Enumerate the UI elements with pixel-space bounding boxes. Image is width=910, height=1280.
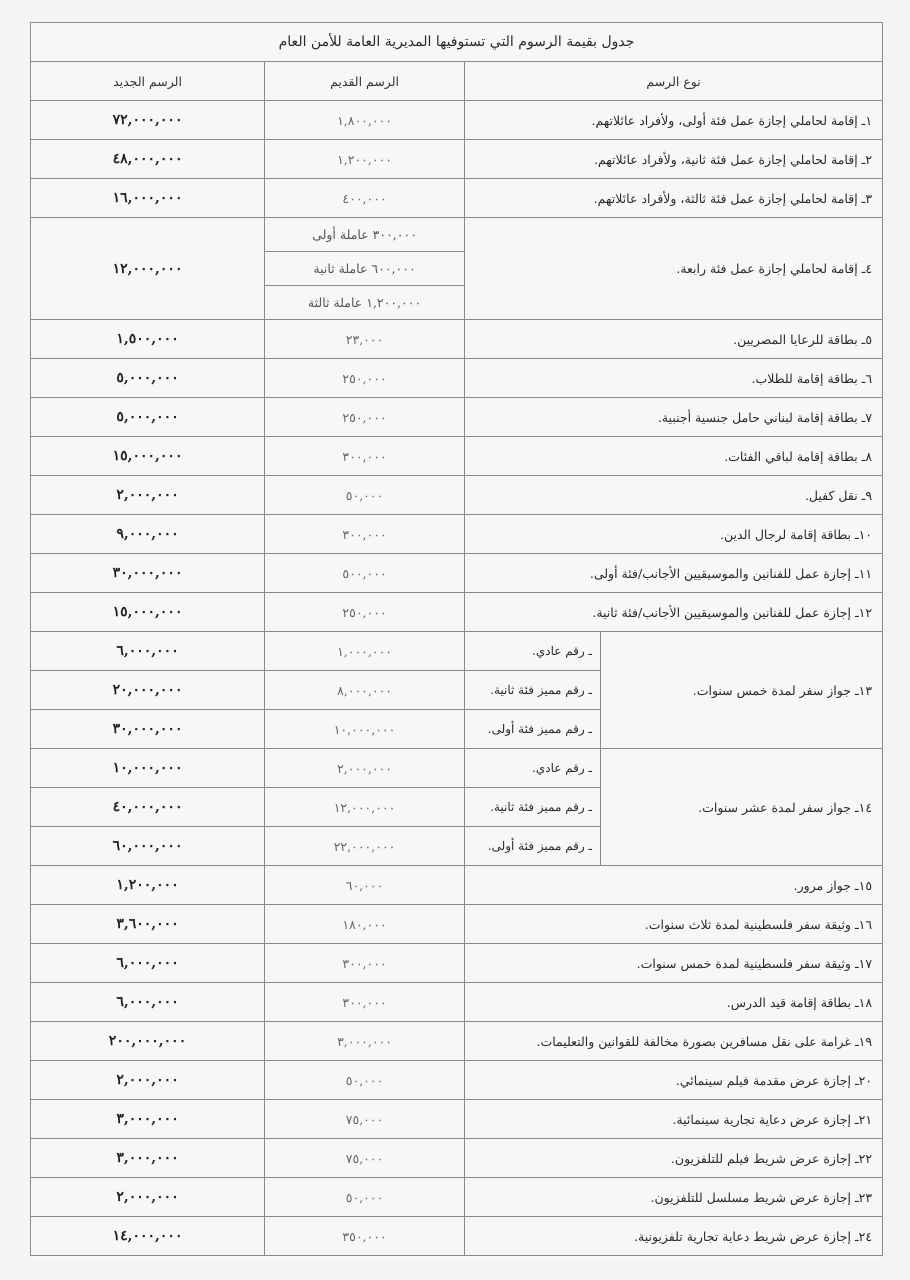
table-row [31, 632, 883, 671]
sub-type-cell: ـ رقم مميز فئة ثانية. [465, 788, 601, 827]
fee-type-cell: ٦ـ بطاقة إقامة للطلاب. [465, 359, 883, 398]
new-fee-cell: ١٦,٠٠٠,٠٠٠ [31, 179, 265, 218]
table-row [31, 218, 883, 252]
new-fee-cell: ١٠,٠٠٠,٠٠٠ [31, 749, 265, 788]
old-fee-cell: ١,٢٠٠,٠٠٠ [265, 140, 465, 179]
old-fee-cell: ١,٢٠٠,٠٠٠ عاملة ثالثة [265, 286, 465, 320]
new-fee-cell: ٩,٠٠٠,٠٠٠ [31, 515, 265, 554]
table-row [31, 101, 883, 140]
new-fee-cell: ٣,٦٠٠,٠٠٠ [31, 905, 265, 944]
old-fee-cell: ٢٥٠,٠٠٠ [265, 359, 465, 398]
fee-type-cell: ١٤ـ جواز سفر لمدة عشر سنوات. [601, 749, 883, 866]
old-fee-cell: ٢٥٠,٠٠٠ [265, 398, 465, 437]
fee-type-cell: ٩ـ نقل كفيل. [465, 476, 883, 515]
new-fee-cell: ١,٥٠٠,٠٠٠ [31, 320, 265, 359]
new-fee-cell: ٢٠٠,٠٠٠,٠٠٠ [31, 1022, 265, 1061]
fee-type-cell: ٣ـ إقامة لحاملي إجازة عمل فئة ثالثة، ولأفراد عائلاتهم. [465, 179, 883, 218]
fee-type-cell: ١٥ـ جواز مرور. [465, 866, 883, 905]
new-fee-cell: ٢,٠٠٠,٠٠٠ [31, 1178, 265, 1217]
old-fee-cell: ٣٠٠,٠٠٠ عاملة أولى [265, 218, 465, 252]
new-fee-cell: ٥,٠٠٠,٠٠٠ [31, 359, 265, 398]
table-row [31, 398, 883, 437]
old-fee-cell: ٥٠٠,٠٠٠ [265, 554, 465, 593]
fee-type-cell: ٢١ـ إجازة عرض دعاية تجارية سينمائية. [465, 1100, 883, 1139]
new-fee-cell: ٣,٠٠٠,٠٠٠ [31, 1100, 265, 1139]
table-row [31, 593, 883, 632]
fee-type-cell: ٨ـ بطاقة إقامة لباقي الفئات. [465, 437, 883, 476]
new-fee-cell: ١,٢٠٠,٠٠٠ [31, 866, 265, 905]
table-body [31, 101, 883, 1256]
fee-type-cell: ١٢ـ إجازة عمل للفنانين والموسيقيين الأجانب/فئة ثانية. [465, 593, 883, 632]
new-fee-cell: ٦,٠٠٠,٠٠٠ [31, 944, 265, 983]
table-row [31, 1139, 883, 1178]
new-fee-cell: ٢,٠٠٠,٠٠٠ [31, 476, 265, 515]
new-fee-cell: ٣,٠٠٠,٠٠٠ [31, 1139, 265, 1178]
new-fee-cell: ٦,٠٠٠,٠٠٠ [31, 632, 265, 671]
old-fee-cell: ٥٠,٠٠٠ [265, 1061, 465, 1100]
old-fee-cell: ٣٠٠,٠٠٠ [265, 944, 465, 983]
table-row [31, 983, 883, 1022]
fee-type-cell: ١ـ إقامة لحاملي إجازة عمل فئة أولى، ولأفراد عائلاتهم. [465, 101, 883, 140]
old-fee-cell: ٥٠,٠٠٠ [265, 476, 465, 515]
table-row [31, 554, 883, 593]
old-fee-cell: ٦٠٠,٠٠٠ عاملة ثانية [265, 252, 465, 286]
old-fee-cell: ٣٠٠,٠٠٠ [265, 515, 465, 554]
old-fee-cell: ٢٢,٠٠٠,٠٠٠ [265, 827, 465, 866]
table-row [31, 476, 883, 515]
fee-type-cell: ٥ـ بطاقة للرعايا المصريين. [465, 320, 883, 359]
sub-type-cell: ـ رقم عادي. [465, 632, 601, 671]
fee-type-cell: ١٠ـ بطاقة إقامة لرجال الدين. [465, 515, 883, 554]
table-row [31, 905, 883, 944]
old-fee-cell: ٨,٠٠٠,٠٠٠ [265, 671, 465, 710]
sub-type-cell: ـ رقم مميز فئة ثانية. [465, 671, 601, 710]
table-row [31, 140, 883, 179]
new-fee-cell: ١٢,٠٠٠,٠٠٠ [31, 218, 265, 320]
table-row [31, 1178, 883, 1217]
table-row [31, 1061, 883, 1100]
table-row [31, 515, 883, 554]
table-row [31, 320, 883, 359]
old-fee-cell: ١٨٠,٠٠٠ [265, 905, 465, 944]
fee-type-cell: ١٩ـ غرامة على نقل مسافرين بصورة مخالفة للقوانين والتعليمات. [465, 1022, 883, 1061]
new-fee-cell: ١٥,٠٠٠,٠٠٠ [31, 437, 265, 476]
old-fee-cell: ٦٠,٠٠٠ [265, 866, 465, 905]
fee-type-cell: ١٣ـ جواز سفر لمدة خمس سنوات. [601, 632, 883, 749]
fee-type-cell: ٢ـ إقامة لحاملي إجازة عمل فئة ثانية، ولأفراد عائلاتهم. [465, 140, 883, 179]
new-fee-cell: ٦,٠٠٠,٠٠٠ [31, 983, 265, 1022]
table-row [31, 749, 883, 788]
old-fee-cell: ١٢,٠٠٠,٠٠٠ [265, 788, 465, 827]
table-row [31, 437, 883, 476]
old-fee-cell: ٣٠٠,٠٠٠ [265, 983, 465, 1022]
new-fee-cell: ٧٢,٠٠٠,٠٠٠ [31, 101, 265, 140]
old-fee-cell: ٣٠٠,٠٠٠ [265, 437, 465, 476]
old-fee-cell: ٢٥٠,٠٠٠ [265, 593, 465, 632]
old-fee-cell: ٧٥,٠٠٠ [265, 1100, 465, 1139]
old-fee-cell: ١,٨٠٠,٠٠٠ [265, 101, 465, 140]
header-old-fee: الرسم القديم [265, 62, 465, 101]
old-fee-cell: ٢٣,٠٠٠ [265, 320, 465, 359]
table-title: جدول بقيمة الرسوم التي تستوفيها المديرية العامة للأمن العام [31, 23, 883, 62]
new-fee-cell: ٤٠,٠٠٠,٠٠٠ [31, 788, 265, 827]
old-fee-cell: ٤٠٠,٠٠٠ [265, 179, 465, 218]
old-fee-cell: ٢,٠٠٠,٠٠٠ [265, 749, 465, 788]
old-fee-cell: ١٠,٠٠٠,٠٠٠ [265, 710, 465, 749]
new-fee-cell: ٣٠,٠٠٠,٠٠٠ [31, 710, 265, 749]
table-row [31, 1217, 883, 1256]
old-fee-cell: ٥٠,٠٠٠ [265, 1178, 465, 1217]
table-row [31, 359, 883, 398]
old-fee-cell: ٣,٠٠٠,٠٠٠ [265, 1022, 465, 1061]
new-fee-cell: ٢,٠٠٠,٠٠٠ [31, 1061, 265, 1100]
old-fee-cell: ٧٥,٠٠٠ [265, 1139, 465, 1178]
header-new-fee: الرسم الجديد [31, 62, 265, 101]
table-row [31, 179, 883, 218]
old-fee-cell: ١,٠٠٠,٠٠٠ [265, 632, 465, 671]
new-fee-cell: ١٤,٠٠٠,٠٠٠ [31, 1217, 265, 1256]
new-fee-cell: ٥,٠٠٠,٠٠٠ [31, 398, 265, 437]
table-row [31, 866, 883, 905]
table-row [31, 944, 883, 983]
table-row [31, 1022, 883, 1061]
fee-type-cell: ٧ـ بطاقة إقامة لبناني حامل جنسية أجنبية. [465, 398, 883, 437]
sub-type-cell: ـ رقم مميز فئة أولى. [465, 827, 601, 866]
new-fee-cell: ٤٨,٠٠٠,٠٠٠ [31, 140, 265, 179]
fee-type-cell: ٢٢ـ إجازة عرض شريط فيلم للتلفزيون. [465, 1139, 883, 1178]
fee-type-cell: ٤ـ إقامة لحاملي إجازة عمل فئة رابعة. [465, 218, 883, 320]
sub-type-cell: ـ رقم مميز فئة أولى. [465, 710, 601, 749]
fee-type-cell: ١٧ـ وثيقة سفر فلسطينية لمدة خمس سنوات. [465, 944, 883, 983]
fee-type-cell: ١١ـ إجازة عمل للفنانين والموسيقيين الأجانب/فئة أولى. [465, 554, 883, 593]
new-fee-cell: ١٥,٠٠٠,٠٠٠ [31, 593, 265, 632]
table-row [31, 1100, 883, 1139]
fee-type-cell: ٢٣ـ إجازة عرض شريط مسلسل للتلفزيون. [465, 1178, 883, 1217]
new-fee-cell: ٦٠,٠٠٠,٠٠٠ [31, 827, 265, 866]
sub-type-cell: ـ رقم عادي. [465, 749, 601, 788]
fee-type-cell: ٢٠ـ إجازة عرض مقدمة فيلم سينمائي. [465, 1061, 883, 1100]
new-fee-cell: ٣٠,٠٠٠,٠٠٠ [31, 554, 265, 593]
fee-type-cell: ٢٤ـ إجازة عرض شريط دعاية تجارية تلفزيونية. [465, 1217, 883, 1256]
old-fee-cell: ٣٥٠,٠٠٠ [265, 1217, 465, 1256]
fee-type-cell: ١٨ـ بطاقة إقامة قيد الدرس. [465, 983, 883, 1022]
fees-table [30, 22, 883, 1256]
new-fee-cell: ٢٠,٠٠٠,٠٠٠ [31, 671, 265, 710]
header-fee-type: نوع الرسم [465, 62, 883, 101]
fee-type-cell: ١٦ـ وثيقة سفر فلسطينية لمدة ثلاث سنوات. [465, 905, 883, 944]
